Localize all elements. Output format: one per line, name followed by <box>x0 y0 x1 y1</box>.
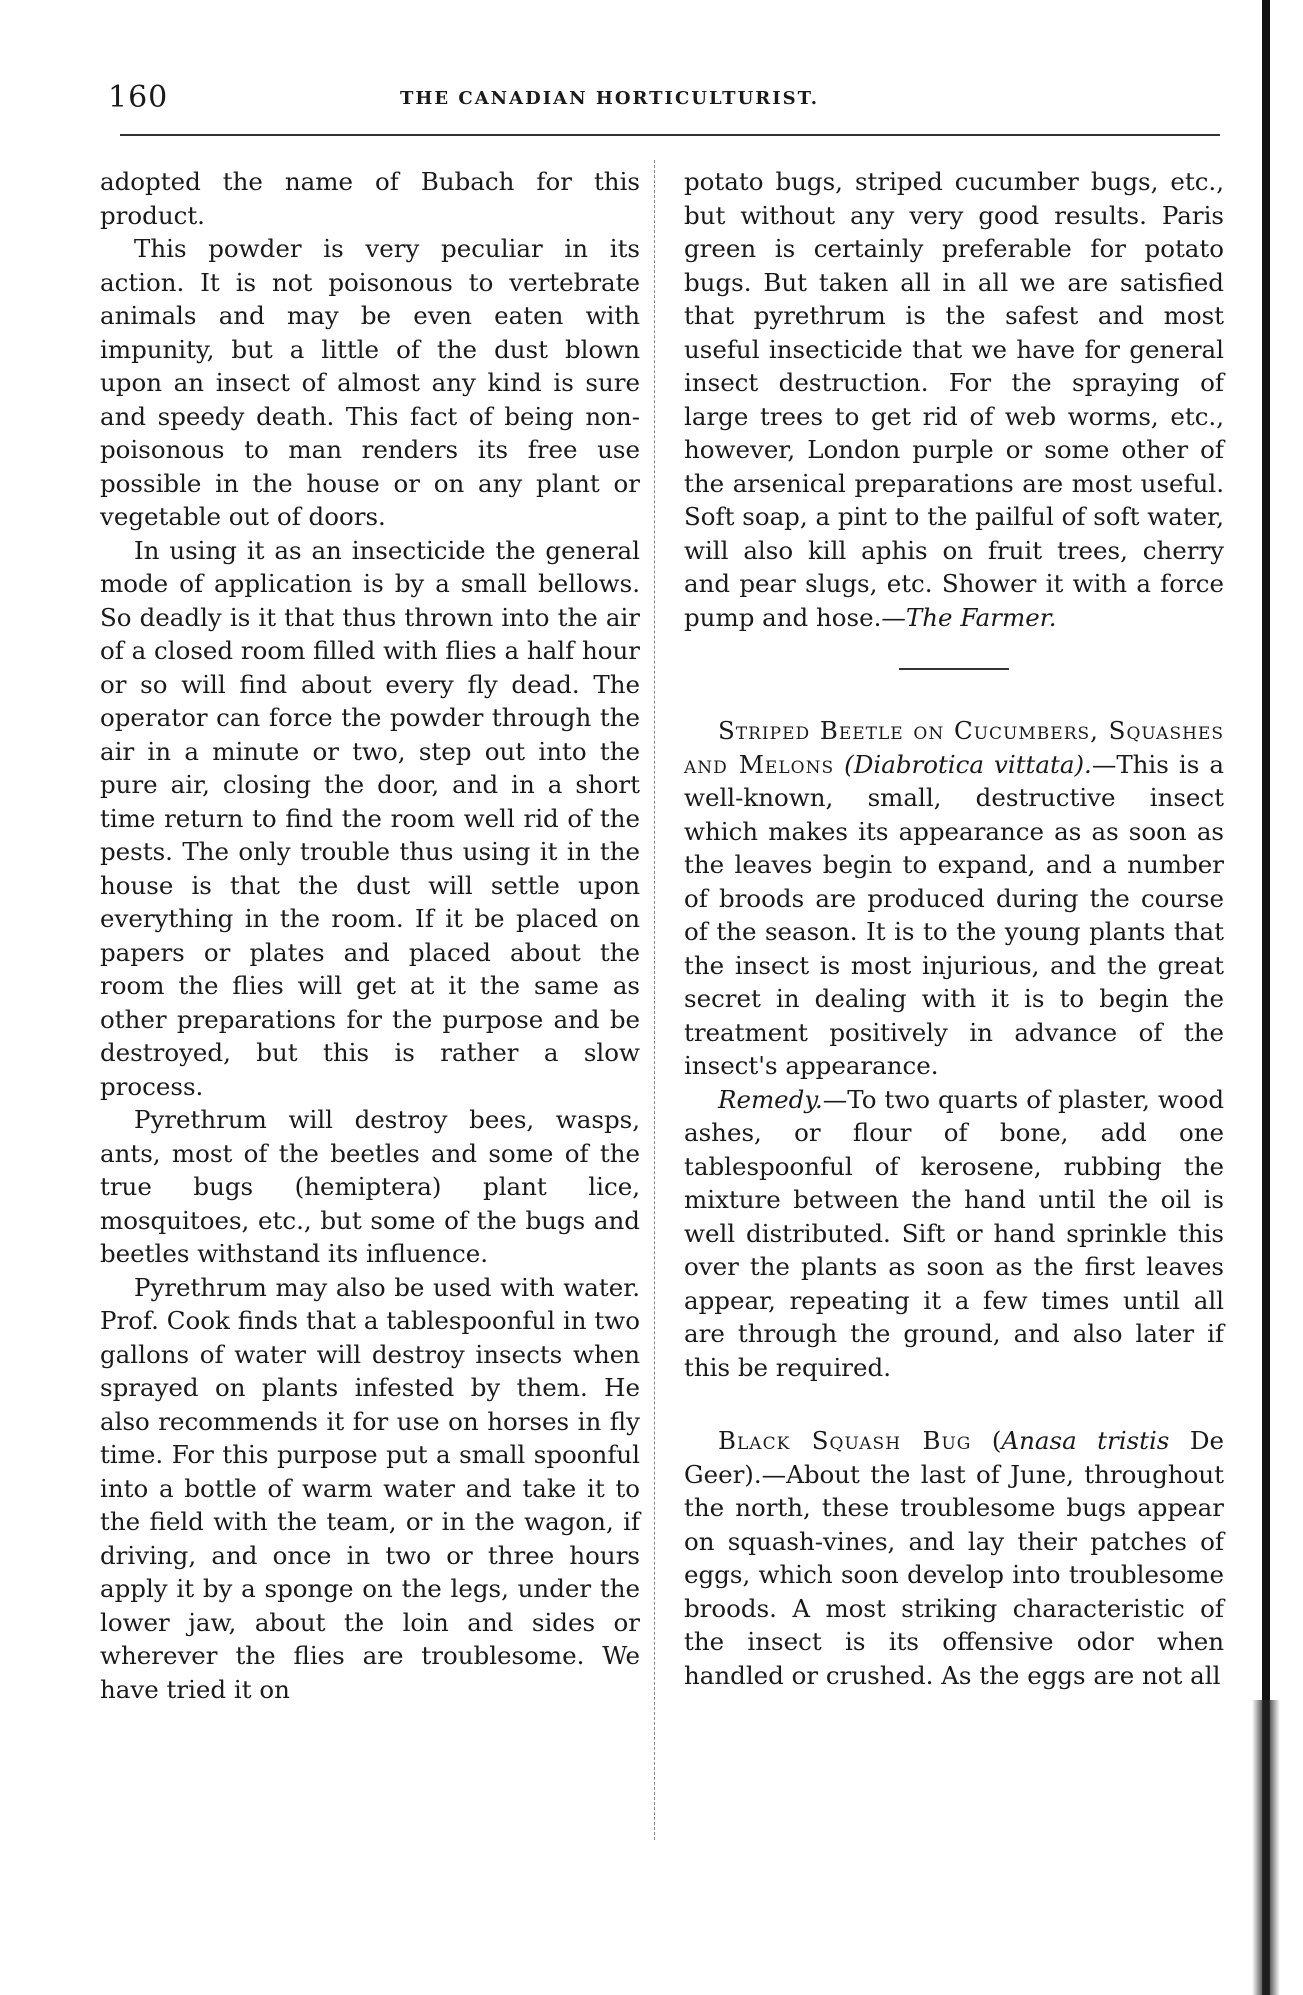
header-rule <box>120 134 1220 136</box>
page-number: 160 <box>108 80 169 115</box>
source-citation: The Farmer. <box>905 602 1057 632</box>
spacer <box>684 1384 1224 1424</box>
paragraph: Pyrethrum may also be used with water. Prof. Cook finds that a tablespoonful in two gallons of water will destroy insects when sprayed on plants infested by them. He also recommends it for use on horses in fly time. For this purpose put a small spoonful into a bottle of warm water and take it to the field with the team, or in the wagon, if driving, and once in two or three hours apply it by a sponge on the legs, under the lower jaw, about the loin and sides or wherever the flies are troublesome. We have tried it on <box>100 1272 640 1704</box>
article-text: —About the last of June, throughout the north, these troublesome bugs appear on squash-vines, and lay their patches of eggs, which soon develop into troublesome broods. A most striking characteristic of the insect is its offensive odor when handled or crushed. As the eggs are not all <box>684 1459 1224 1690</box>
remedy-paragraph <box>684 1083 1224 1385</box>
right-column <box>684 165 1224 1692</box>
latin-name: (Diabrotica vittata). <box>844 749 1092 779</box>
section-divider <box>899 668 1009 670</box>
paragraph: In using it as an insecticide the general mode of application is by a small bellows. So deadly is it that thus thrown into the air of a closed room filled with flies a half hour or so will find about every fly dead. The operator can force the powder through the air in a minute or two, step out into the pure air, closing the door, and in a short time return to find the room well rid of the pests. The only trouble thus using it in the house is that the dust will settle upon everything in the room. If it be placed on papers or plates and placed about the room the flies will get at it the same as other preparations for the purpose and be destroyed, but this is rather a slow process. <box>100 535 640 1101</box>
article-striped-beetle <box>684 714 1224 1083</box>
left-column <box>100 165 640 1706</box>
remedy-text: —To two quarts of plaster, wood ashes, or flour of bone, add one tablespoonful of kerosene, rubbing the mixture between the hand until the oil is well distributed. Sift or hand sprinkle this over the plants as soon as the first leaves appear, repeating it a few times until all are through the ground, and also later if this be required. <box>684 1084 1224 1382</box>
paragraph-text: potato bugs, striped cucumber bugs, etc., but without any very good results. Paris green is certainly preferable for potato bugs. But taken all in all we are satisfied that pyrethrum is the safest and most useful insecticide that we have for general insect destruction. For the spraying of large trees to get rid of web worms, etc., however, London purple or some other of the arsenical preparations are most useful. Soft soap, a pint to the pailful of soft water, will also kill aphis on fruit trees, cherry and pear slugs, etc. Shower it with a force pump and hose.— <box>684 167 1224 632</box>
latin-name: Anasa tristis <box>1001 1426 1170 1455</box>
latin-close: De Geer). <box>684 1426 1224 1489</box>
article-text: —This is a well-known, small, destructive insect which makes its appearance as as soon as the leaves begin to expand, and a number of broods are produced during the course of the season. It is to the young plants that the insect is most injurious, and the great secret in dealing with it is to begin the treatment positively in advance of the insect's appearance. <box>684 749 1224 1080</box>
article-heading: Black Squash Bug <box>718 1426 972 1455</box>
running-head: THE CANADIAN HORTICULTURIST. <box>400 88 819 109</box>
paragraph <box>684 165 1224 634</box>
column-divider <box>654 160 656 1840</box>
article-heading: Striped Beetle on Cucumbers, Squashes and Melons <box>684 716 1224 779</box>
article-black-squash-bug <box>684 1424 1224 1692</box>
paragraph: Pyrethrum will destroy bees, wasps, ants, most of the beetles and some of the true bugs (hemiptera) plant lice, mosquitoes, etc., but some of the bugs and beetles withstand its influence. <box>100 1105 640 1268</box>
page-edge-shadow <box>1262 0 1270 1995</box>
paragraph: adopted the name of Bubach for this product. <box>100 167 640 230</box>
latin-open: ( <box>991 1426 1002 1455</box>
remedy-label: Remedy. <box>718 1084 823 1114</box>
paragraph: This powder is very peculiar in its action. It is not poisonous to vertebrate animals and may be even eaten with impunity, but a little of the dust blown upon an insect of almost any kind is sure and speedy death. This fact of being non-poisonous to man renders its free use possible in the house or on any plant or vegetable out of doors. <box>100 234 640 531</box>
page-edge-binding <box>1252 1700 1280 1995</box>
